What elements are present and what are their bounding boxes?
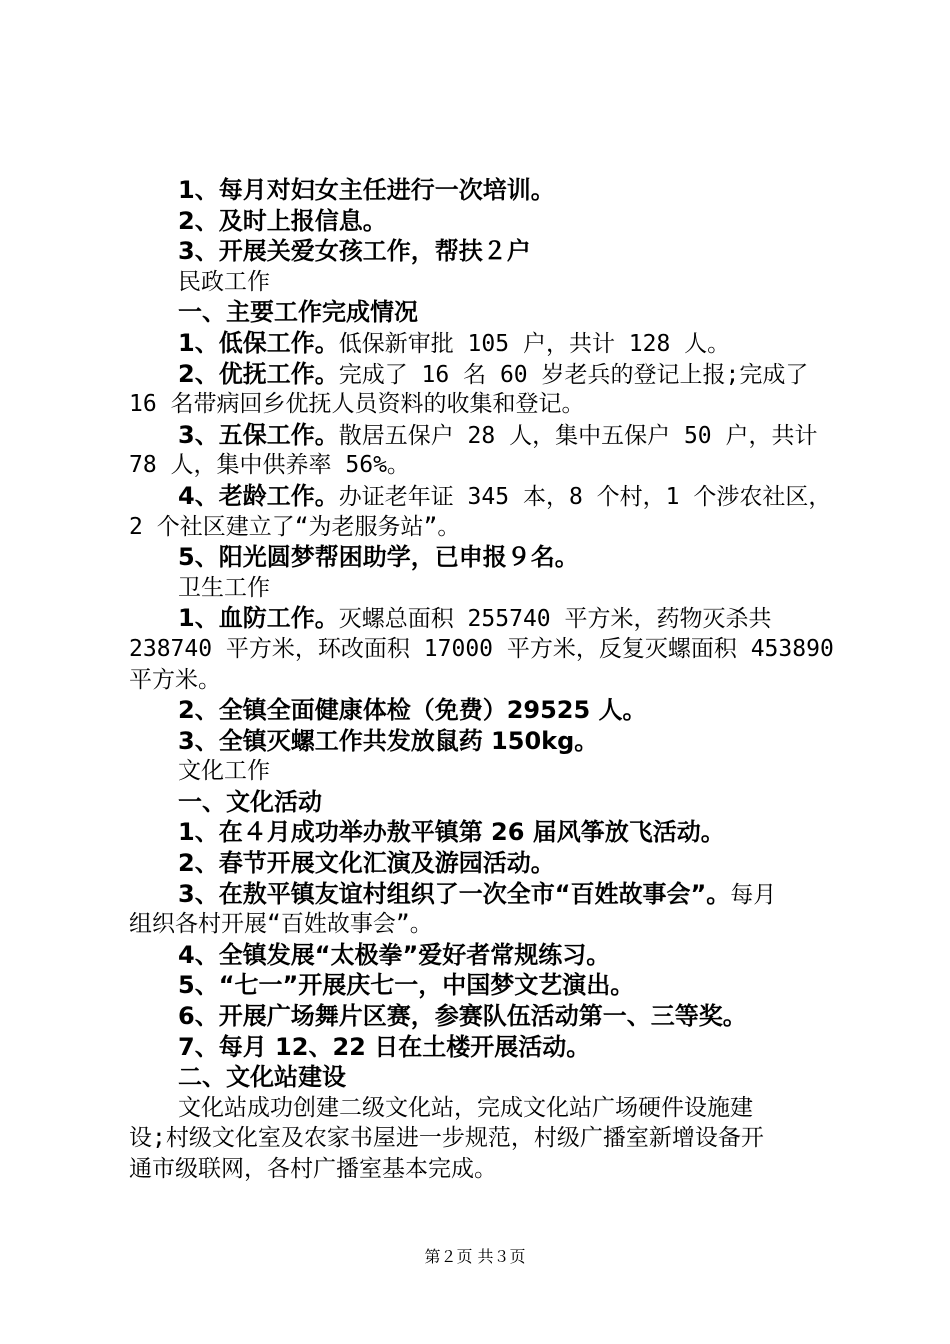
- text-line: [129, 603, 835, 634]
- text-line: [129, 359, 835, 390]
- text-line: [129, 879, 835, 910]
- text-line: 一、文化活动: [178, 787, 322, 816]
- text-line: 组织各村开展“百姓故事会”。: [129, 911, 433, 938]
- text-line: 1、每月对妇女主任进行一次培训。: [178, 176, 555, 204]
- text-line: 卫生工作: [178, 574, 270, 601]
- text-line: 78 人，集中供养率 56%。: [129, 452, 410, 479]
- text-line: [129, 420, 835, 451]
- text-line: 3、开展关爱女孩工作，帮扶２户: [178, 237, 531, 266]
- line-rest: 完成了 16 名 60 岁老兵的登记上报;完成了: [338, 361, 809, 388]
- text-line: 6、开展广场舞片区赛，参赛队伍活动第一、三等奖。: [178, 1002, 747, 1031]
- text-line: 2、及时上报信息。: [178, 206, 387, 235]
- text-line: 3、全镇灭螺工作共发放鼠药 150kg。: [178, 726, 599, 755]
- text-line: 1、在４月成功举办敖平镇第 26 届风筝放飞活动。: [178, 818, 725, 847]
- line-lead: 3、五保工作。: [178, 420, 339, 449]
- text-line: 设;村级文化室及农家书屋进一步规范，村级广播室新增设备开: [129, 1125, 764, 1152]
- text-line: 2、全镇全面健康体检（免费）29525 人。: [178, 696, 647, 725]
- text-line: 4、全镇发展“太极拳”爱好者常规练习。: [178, 940, 611, 969]
- text-line: 文化工作: [178, 758, 270, 785]
- line-rest: 每月: [730, 881, 777, 908]
- text-line: 二、文化站建设: [178, 1063, 346, 1092]
- text-line: 通市级联网，各村广播室基本完成。: [129, 1156, 497, 1182]
- line-lead: 2、优抚工作。: [178, 359, 339, 388]
- text-line: 7、每月 12、22 日在土楼开展活动。: [178, 1032, 591, 1061]
- text-line: 16 名带病回乡优抚人员资料的收集和登记。: [129, 391, 585, 418]
- text-line: 238740 平方米，环改面积 17000 平方米，反复灭螺面积 453890: [129, 635, 834, 662]
- line-lead: 1、低保工作。: [178, 328, 339, 357]
- line-rest: 灭螺总面积 255740 平方米，药物灭杀共: [338, 606, 772, 633]
- text-line: 平方米。: [129, 666, 221, 693]
- text-line: 民政工作: [178, 268, 270, 295]
- line-rest: 散居五保户 28 人，集中五保户 50 户，共计: [338, 422, 818, 449]
- text-line: [129, 328, 835, 359]
- text-line: 2 个社区建立了“为老服务站”。: [129, 513, 461, 540]
- text-line: 5、阳光圆梦帮困助学，已申报９名。: [178, 543, 579, 572]
- line-lead: 3、在敖平镇友谊村组织了一次全市“百姓故事会”。: [178, 879, 731, 908]
- text-line: 5、“七一”开展庆七一，中国梦文艺演出。: [178, 971, 635, 1000]
- document-body: [129, 175, 835, 1185]
- text-line: 一、主要工作完成情况: [178, 298, 418, 327]
- line-rest: 低保新审批 105 户，共计 128 人。: [338, 330, 731, 357]
- line-lead: 1、血防工作。: [178, 604, 339, 633]
- text-line: 2、春节开展文化汇演及游园活动。: [178, 849, 555, 878]
- text-line: 文化站成功创建二级文化站，完成文化站广场硬件设施建: [178, 1094, 753, 1121]
- line-lead: 4、老龄工作。: [178, 481, 339, 510]
- line-rest: 办证老年证 345 本，8 个村，1 个涉农社区，: [338, 483, 832, 510]
- text-line: [129, 481, 835, 512]
- page-footer: 第２页 共３页: [424, 1247, 526, 1266]
